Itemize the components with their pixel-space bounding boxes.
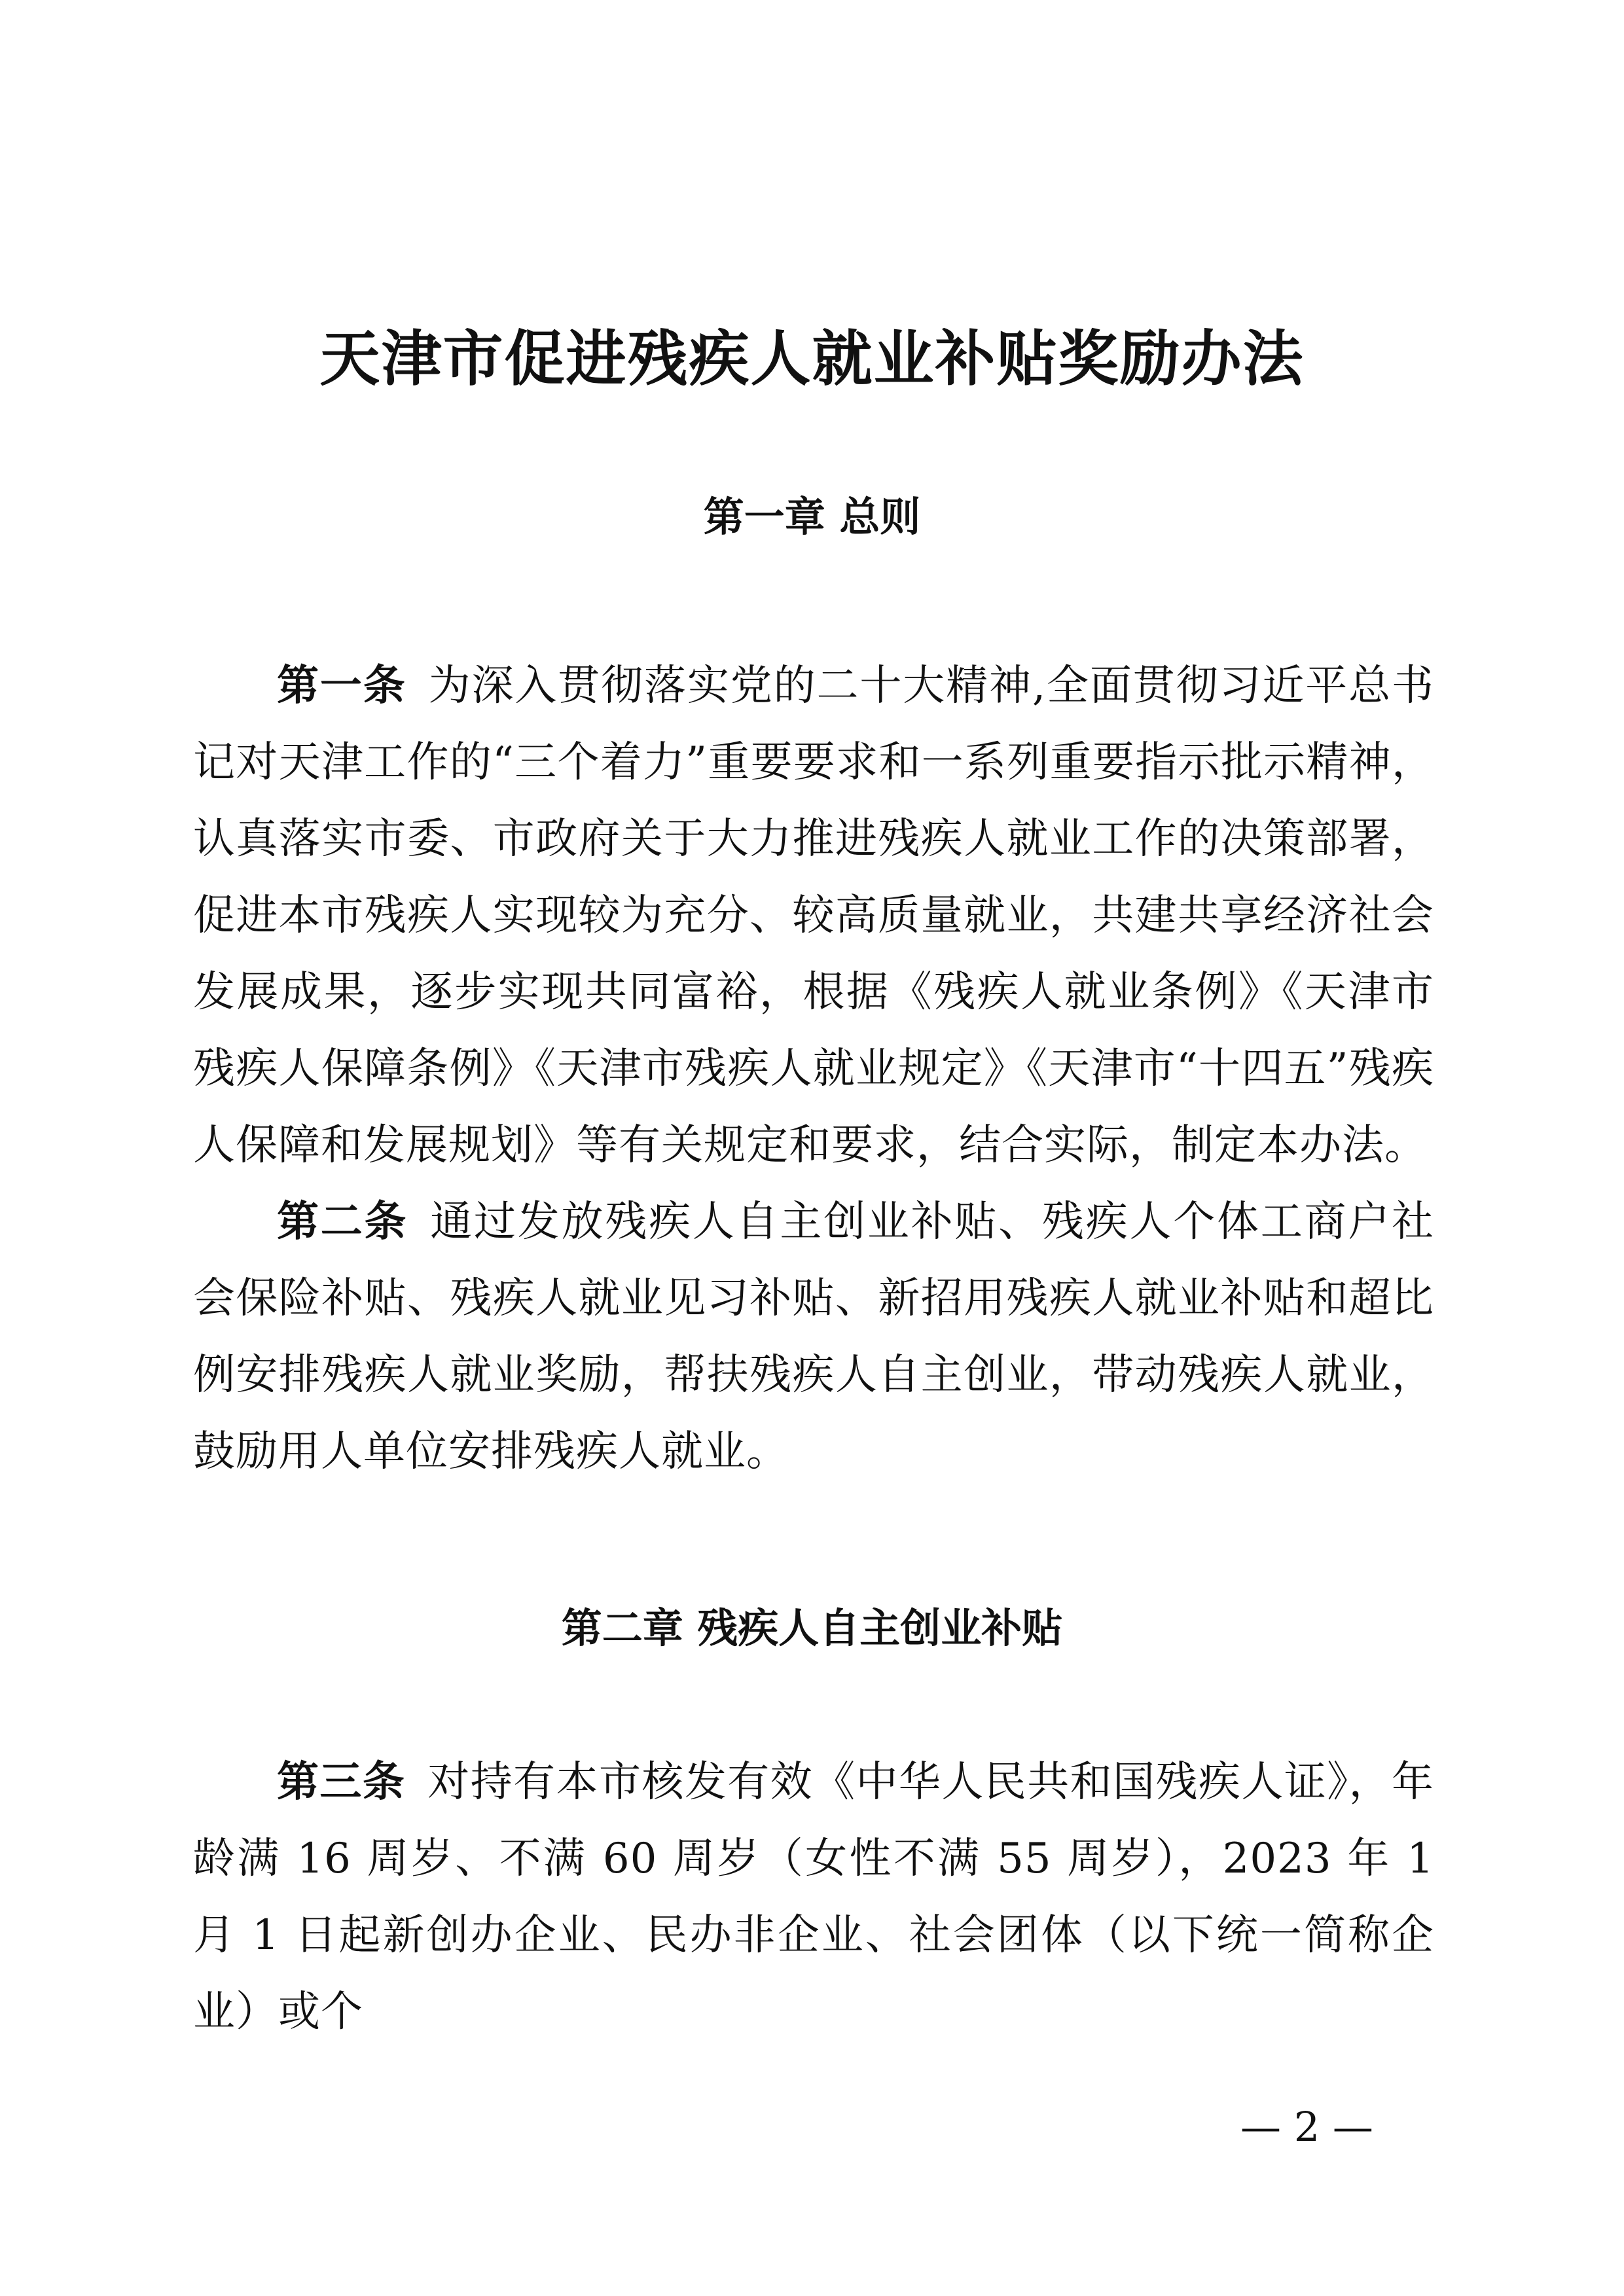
article-3 bbox=[193, 1744, 1434, 2051]
chapter-1-body bbox=[193, 648, 1434, 1490]
chapter-2-body bbox=[193, 1744, 1434, 2051]
article-3-label: 第三条 bbox=[277, 1758, 406, 1806]
document-title: 天津市促进残疾人就业补贴奖励办法 bbox=[319, 323, 1305, 394]
page-number: — 2 — bbox=[1240, 2103, 1373, 2151]
chapter-1-heading: 第一章 总则 bbox=[703, 493, 921, 541]
article-1-text: 为深入贯彻落实党的二十大精神,全面贯彻习近平总书记对天津工作的“三个着力”重要要求和一系列重要指示批示精神，认真落实市委、市政府关于大力推进残疾人就业工作的决策部署，促进本市残疾人实现较为充分、较高质量就业，共建共享经济社会发展成果，逐步实现共同富裕，根据《残疾人就业条例》《天津市残疾人保障条例》《天津市残疾人就业规定》《天津市“十四五”残疾人保障和发展规划》等有关规定和要求，结合实际，制定本办法。 bbox=[193, 662, 1435, 1170]
article-1-label: 第一条 bbox=[277, 662, 406, 710]
article-2-text: 通过发放残疾人自主创业补贴、残疾人个体工商户社会保险补贴、残疾人就业见习补贴、新招用残疾人就业补贴和超比例安排残疾人就业奖励，帮扶残疾人自主创业，带动残疾人就业，鼓励用人单位安排残疾人就业。 bbox=[193, 1198, 1434, 1476]
chapter-2-heading: 第二章 残疾人自主创业补贴 bbox=[561, 1604, 1063, 1652]
article-2 bbox=[193, 1184, 1434, 1490]
article-3-text: 对持有本市核发有效《中华人民共和国残疾人证》，年龄满 16 周岁、不满 60 周岁（女性不满 55 周岁），2023 年 1 月 1 日起新创办企业、民办非企业、社会团体（以下统一简称企业）或个 bbox=[193, 1758, 1435, 2036]
article-2-label: 第二条 bbox=[277, 1198, 408, 1246]
article-1 bbox=[193, 648, 1434, 1184]
